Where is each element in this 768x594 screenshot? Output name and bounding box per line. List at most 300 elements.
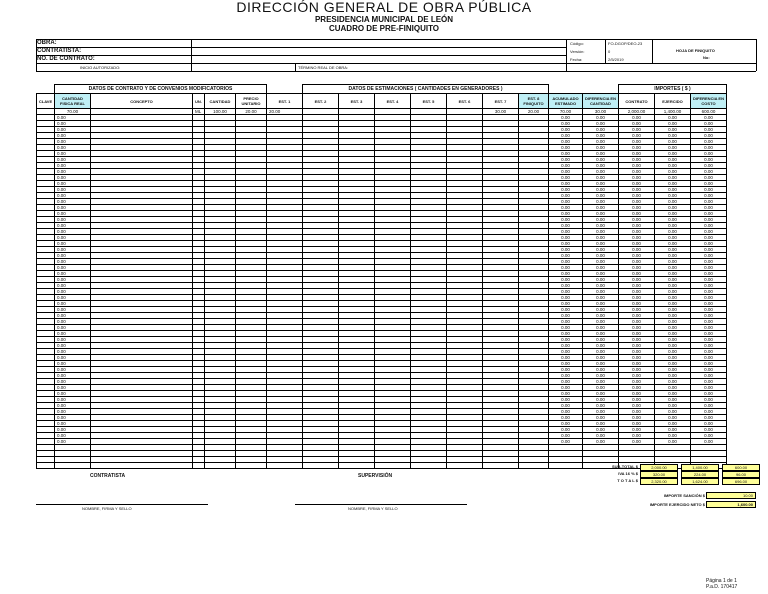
table-cell: 0.00: [655, 151, 691, 157]
table-cell: 0.00: [691, 295, 727, 301]
table-cell: 0.00: [691, 427, 727, 433]
table-cell: 0.00: [55, 151, 91, 157]
subtotal-value-0: 2,000.00: [640, 464, 678, 471]
table-cell: 0.00: [549, 121, 583, 127]
table-cell: 0.00: [691, 433, 727, 439]
table-cell: 0.00: [691, 223, 727, 229]
table-cell: 0.00: [583, 427, 619, 433]
table-cell: 0.00: [655, 349, 691, 355]
table-cell: [447, 463, 483, 469]
table-cell: 0.00: [55, 289, 91, 295]
table-cell: 0.00: [55, 133, 91, 139]
table-cell: 0.00: [55, 193, 91, 199]
table-cell: 0.00: [549, 247, 583, 253]
table-cell: 0.00: [691, 313, 727, 319]
table-cell: 0.00: [655, 337, 691, 343]
table-cell: 0.00: [691, 367, 727, 373]
table-cell: 20.00: [236, 109, 267, 115]
table-cell: 0.00: [619, 319, 655, 325]
table-cell: 0.00: [691, 409, 727, 415]
table-cell: 0.00: [655, 391, 691, 397]
fecha-value: 2/5/2019: [608, 57, 624, 62]
group-importes: IMPORTES ( $ ): [619, 85, 727, 94]
table-cell: 70.00: [549, 109, 583, 115]
table-cell: 0.00: [583, 385, 619, 391]
table-cell: 0.00: [691, 355, 727, 361]
table-cell: 0.00: [619, 181, 655, 187]
table-cell: 0.00: [549, 283, 583, 289]
version-label: Versión:: [570, 49, 585, 54]
table-cell: 0.00: [55, 301, 91, 307]
version-value: 0: [608, 49, 611, 54]
table-cell: 0.00: [619, 373, 655, 379]
table-cell: 0.00: [655, 433, 691, 439]
table-cell: 0.00: [655, 289, 691, 295]
table-cell: 0.00: [655, 283, 691, 289]
table-cell: 0.00: [549, 349, 583, 355]
table-cell: 0.00: [655, 181, 691, 187]
table-cell: 0.00: [655, 415, 691, 421]
table-cell: 0.00: [583, 235, 619, 241]
table-cell: 0.00: [549, 133, 583, 139]
col-header-11: EST. 6: [447, 94, 483, 109]
table-cell: 0.00: [691, 211, 727, 217]
codigo-label: Código:: [570, 41, 584, 46]
table-cell: 0.00: [655, 313, 691, 319]
col-header-3: UN.: [193, 94, 205, 109]
table-cell: 0.00: [549, 187, 583, 193]
table-cell: 0.00: [655, 295, 691, 301]
table-cell: 0.00: [691, 163, 727, 169]
table-cell: 0.00: [55, 199, 91, 205]
table-cell: 0.00: [55, 283, 91, 289]
table-cell: 0.00: [55, 223, 91, 229]
table-cell: 0.00: [655, 271, 691, 277]
table-cell: 0.00: [619, 331, 655, 337]
table-cell: 0.00: [691, 379, 727, 385]
col-header-13: EST. 8 FINIQUITO: [519, 94, 549, 109]
table-cell: 0.00: [691, 361, 727, 367]
table-cell: 0.00: [619, 229, 655, 235]
table-cell: 0.00: [691, 439, 727, 445]
table-cell: 0.00: [691, 397, 727, 403]
table-cell: 0.00: [549, 169, 583, 175]
table-cell: 0.00: [55, 391, 91, 397]
table-cell: 0.00: [619, 253, 655, 259]
table-cell: 0.00: [655, 199, 691, 205]
table-cell: 0.00: [619, 289, 655, 295]
col-header-18: DIFERENCIA EN COSTO: [691, 94, 727, 109]
table-cell: 0.00: [583, 283, 619, 289]
table-cell: 0.00: [655, 145, 691, 151]
table-cell: 0.00: [619, 349, 655, 355]
subtotal-value-1: 1,400.00: [681, 464, 719, 471]
table-cell: 0.00: [55, 355, 91, 361]
table-cell: 0.00: [655, 253, 691, 259]
col-header-15: DIFERENCIA EN CANTIDAD: [583, 94, 619, 109]
table-cell: 0.00: [583, 415, 619, 421]
table-cell: [267, 463, 303, 469]
table-cell: 0.00: [655, 157, 691, 163]
table-cell: 0.00: [583, 175, 619, 181]
table-cell: 0.00: [583, 313, 619, 319]
table-cell: 0.00: [655, 115, 691, 121]
table-cell: 0.00: [55, 331, 91, 337]
table-cell: 0.00: [549, 151, 583, 157]
table-cell: 0.00: [655, 379, 691, 385]
table-cell: 0.00: [549, 367, 583, 373]
table-cell: 0.00: [619, 385, 655, 391]
table-cell: 30.00: [483, 109, 519, 115]
table-cell: 0.00: [619, 259, 655, 265]
table-cell: 0.00: [619, 265, 655, 271]
col-header-6: EST. 1: [267, 94, 303, 109]
table-cell: 0.00: [619, 163, 655, 169]
table-cell: 0.00: [619, 235, 655, 241]
table-cell: 0.00: [619, 187, 655, 193]
table-cell: 0.00: [655, 367, 691, 373]
table-cell: 0.00: [549, 289, 583, 295]
table-cell: 0.00: [583, 433, 619, 439]
table-cell: 0.00: [691, 241, 727, 247]
sancion-value: 10.00: [706, 492, 756, 499]
table-cell: 0.00: [583, 367, 619, 373]
table-cell: 0.00: [55, 361, 91, 367]
table-cell: 0.00: [691, 265, 727, 271]
table-cell: 0.00: [583, 133, 619, 139]
table-cell: 0.00: [549, 343, 583, 349]
table-cell: 600.00: [691, 109, 727, 115]
table-cell: [205, 463, 236, 469]
table-cell: 0.00: [619, 139, 655, 145]
prefiniquito-table: [36, 84, 727, 469]
table-cell: 0.00: [691, 169, 727, 175]
table-cell: 0.00: [619, 133, 655, 139]
table-cell: 0.00: [55, 409, 91, 415]
table-cell: 0.00: [655, 169, 691, 175]
table-cell: 0.00: [655, 301, 691, 307]
table-cell: 0.00: [549, 397, 583, 403]
table-cell: 0.00: [583, 115, 619, 121]
table-cell: 0.00: [583, 139, 619, 145]
col-header-0: CLAVE: [37, 94, 55, 109]
table-cell: 0.00: [583, 247, 619, 253]
table-cell: 0.00: [55, 439, 91, 445]
table-cell: 0.00: [583, 397, 619, 403]
table-cell: 0.00: [619, 313, 655, 319]
table-cell: 0.00: [619, 271, 655, 277]
table-cell: 0.00: [655, 229, 691, 235]
table-cell: 0.00: [655, 439, 691, 445]
table-cell: 0.00: [619, 409, 655, 415]
table-cell: 0.00: [691, 385, 727, 391]
table-cell: 0.00: [619, 127, 655, 133]
col-header-14: ACUMULADO ESTIMADO: [549, 94, 583, 109]
table-cell: 0.00: [55, 181, 91, 187]
table-cell: 0.00: [619, 391, 655, 397]
table-cell: 0.00: [549, 229, 583, 235]
table-cell: 0.00: [55, 433, 91, 439]
table-cell: 0.00: [55, 343, 91, 349]
table-cell: 0.00: [655, 409, 691, 415]
table-cell: 0.00: [691, 253, 727, 259]
table-cell: 0.00: [583, 157, 619, 163]
table-cell: ML: [193, 109, 205, 115]
table-cell: 0.00: [655, 187, 691, 193]
table-cell: 0.00: [55, 175, 91, 181]
table-cell: 0.00: [583, 253, 619, 259]
table-cell: 0.00: [55, 379, 91, 385]
col-header-7: EST. 2: [303, 94, 339, 109]
table-cell: 0.00: [549, 181, 583, 187]
table-cell: 0.00: [655, 259, 691, 265]
contratista-signature-title: CONTRATISTA: [90, 473, 126, 479]
table-cell: 0.00: [55, 259, 91, 265]
table-cell: 0.00: [583, 193, 619, 199]
table-cell: 0.00: [549, 439, 583, 445]
table-cell: 0.00: [691, 415, 727, 421]
table-cell: 0.00: [619, 157, 655, 163]
table-cell: 0.00: [549, 211, 583, 217]
hoja-finiquito-label: HOJA DE FINIQUITO: [676, 48, 715, 53]
table-cell: 0.00: [55, 205, 91, 211]
table-cell: 0.00: [691, 337, 727, 343]
table-cell: 0.00: [655, 241, 691, 247]
table-cell: 0.00: [655, 217, 691, 223]
table-cell: 0.00: [691, 277, 727, 283]
table-cell: [236, 463, 267, 469]
col-header-17: EJERCIDO: [655, 94, 691, 109]
table-cell: 0.00: [619, 121, 655, 127]
table-cell: 0.00: [655, 277, 691, 283]
table-cell: 0.00: [549, 403, 583, 409]
table-cell: [55, 463, 91, 469]
table-cell: 0.00: [619, 355, 655, 361]
table-cell: 0.00: [55, 397, 91, 403]
table-cell: 0.00: [619, 241, 655, 247]
no-contrato-label: NO. DE CONTRATO:: [37, 56, 95, 62]
table-cell: 0.00: [583, 325, 619, 331]
table-cell: 0.00: [655, 247, 691, 253]
table-cell: 0.00: [619, 301, 655, 307]
table-cell: 0.00: [583, 343, 619, 349]
table-cell: 0.00: [549, 385, 583, 391]
table-cell: 0.00: [583, 211, 619, 217]
table-cell: 0.00: [549, 295, 583, 301]
table-cell: 0.00: [619, 193, 655, 199]
table-cell: 0.00: [583, 241, 619, 247]
table-cell: [339, 463, 375, 469]
table-cell: 0.00: [655, 403, 691, 409]
table-cell: 0.00: [583, 391, 619, 397]
col-header-10: EST. 5: [411, 94, 447, 109]
table-cell: 0.00: [549, 409, 583, 415]
table-cell: 0.00: [691, 145, 727, 151]
table-cell: 0.00: [619, 247, 655, 253]
table-cell: 0.00: [549, 241, 583, 247]
table-cell: 0.00: [619, 361, 655, 367]
neto-label: IMPORTE EJERCIDO NETO $: [649, 502, 705, 507]
table-cell: 0.00: [691, 391, 727, 397]
sancion-label: IMPORTE SANCIÓN $: [663, 493, 705, 498]
table-cell: 0.00: [619, 199, 655, 205]
table-cell: 0.00: [691, 139, 727, 145]
table-cell: 0.00: [691, 217, 727, 223]
table-cell: 0.00: [691, 247, 727, 253]
table-cell: 0.00: [655, 223, 691, 229]
table-cell: 0.00: [583, 361, 619, 367]
table-cell: 0.00: [549, 259, 583, 265]
neto-value: 1,600.00: [706, 501, 756, 508]
table-cell: 0.00: [55, 319, 91, 325]
table-cell: 0.00: [583, 295, 619, 301]
table-cell: 0.00: [55, 313, 91, 319]
table-cell: 0.00: [691, 229, 727, 235]
table-cell: 0.00: [549, 217, 583, 223]
table-cell: 0.00: [691, 343, 727, 349]
table-cell: 0.00: [655, 355, 691, 361]
table-cell: 0.00: [619, 175, 655, 181]
table-cell: 1,400.00: [655, 109, 691, 115]
table-cell: 0.00: [55, 265, 91, 271]
table-cell: 0.00: [619, 205, 655, 211]
table-cell: 0.00: [549, 271, 583, 277]
table-cell: 0.00: [619, 367, 655, 373]
table-cell: 0.00: [619, 217, 655, 223]
table-cell: 0.00: [55, 337, 91, 343]
table-cell: 0.00: [691, 259, 727, 265]
table-cell: 0.00: [583, 163, 619, 169]
table-cell: [303, 463, 339, 469]
table-cell: 2,000.00: [619, 109, 655, 115]
table-cell: 0.00: [55, 385, 91, 391]
table-cell: 0.00: [583, 127, 619, 133]
table-cell: 0.00: [55, 271, 91, 277]
table-cell: 0.00: [549, 253, 583, 259]
table-cell: 0.00: [55, 211, 91, 217]
total-label: T O T A L $: [617, 478, 638, 483]
table-cell: 0.00: [619, 295, 655, 301]
table-cell: 0.00: [619, 115, 655, 121]
table-cell: [549, 463, 583, 469]
page-number: Página 1 de 1: [706, 578, 737, 584]
table-cell: 20.00: [267, 109, 303, 115]
table-cell: 0.00: [655, 361, 691, 367]
table-cell: 0.00: [691, 331, 727, 337]
table-cell: 0.00: [691, 181, 727, 187]
table-cell: [411, 463, 447, 469]
table-cell: 0.00: [583, 217, 619, 223]
table-cell: 0.00: [55, 367, 91, 373]
table-cell: 0.00: [583, 271, 619, 277]
table-cell: 0.00: [619, 439, 655, 445]
table-cell: 0.00: [55, 415, 91, 421]
table-cell: 0.00: [619, 145, 655, 151]
table-cell: 0.00: [691, 199, 727, 205]
table-cell: 0.00: [691, 301, 727, 307]
table-cell: 0.00: [691, 235, 727, 241]
table-cell: 0.00: [691, 403, 727, 409]
table-cell: 0.00: [549, 157, 583, 163]
table-cell: 70.00: [55, 109, 91, 115]
table-cell: 0.00: [619, 337, 655, 343]
table-cell: [37, 463, 55, 469]
table-cell: 0.00: [549, 115, 583, 121]
table-cell: 0.00: [691, 187, 727, 193]
table-cell: 0.00: [619, 433, 655, 439]
table-cell: 0.00: [583, 259, 619, 265]
table-cell: 0.00: [549, 223, 583, 229]
table-cell: 0.00: [549, 415, 583, 421]
table-cell: 0.00: [691, 193, 727, 199]
table-cell: 0.00: [655, 343, 691, 349]
obra-label: OBRA:: [37, 40, 57, 46]
group-estimaciones: DATOS DE ESTIMACIONES ( CANTIDADES EN GENERADORES ): [303, 85, 549, 94]
table-cell: 0.00: [691, 127, 727, 133]
col-header-1: CANTIDAD FISICA REAL: [55, 94, 91, 109]
table-cell: 0.00: [655, 385, 691, 391]
table-cell: 0.00: [691, 151, 727, 157]
table-cell: 0.00: [583, 337, 619, 343]
total-value-2: 696.00: [722, 478, 760, 485]
table-cell: 30.00: [583, 109, 619, 115]
termino-label: TÉRMINO REAL DE OBRA:: [298, 65, 349, 70]
iva-value-1: 224.00: [681, 471, 719, 478]
total-value-0: 2,320.00: [640, 478, 678, 485]
table-cell: 0.00: [619, 379, 655, 385]
table-cell: 100.00: [205, 109, 236, 115]
table-cell: 0.00: [691, 307, 727, 313]
table-cell: 0.00: [55, 403, 91, 409]
table-cell: 0.00: [549, 427, 583, 433]
table-cell: 0.00: [55, 229, 91, 235]
table-cell: 0.00: [655, 211, 691, 217]
table-cell: 0.00: [55, 121, 91, 127]
table-cell: 0.00: [549, 361, 583, 367]
table-cell: 0.00: [619, 277, 655, 283]
table-cell: 0.00: [55, 295, 91, 301]
inicio-label: INICIO AUTORIZADO:: [80, 65, 121, 70]
table-cell: 0.00: [55, 187, 91, 193]
table-cell: 0.00: [55, 277, 91, 283]
table-cell: 0.00: [549, 331, 583, 337]
table-cell: 0.00: [549, 127, 583, 133]
table-cell: 0.00: [55, 145, 91, 151]
table-cell: 0.00: [619, 307, 655, 313]
table-cell: 0.00: [55, 373, 91, 379]
subtotal-label: SUB-TOTAL $: [611, 464, 638, 469]
contratista-label: CONTRATISTA:: [37, 48, 82, 54]
table-cell: 0.00: [655, 373, 691, 379]
table-cell: 0.00: [655, 133, 691, 139]
table-cell: [193, 463, 205, 469]
subtitle-cuadro: CUADRO DE PRE-FINIQUITO: [328, 24, 440, 33]
table-cell: 0.00: [583, 265, 619, 271]
table-cell: 0.00: [55, 217, 91, 223]
table-cell: 0.00: [55, 253, 91, 259]
table-cell: 0.00: [619, 151, 655, 157]
table-cell: 0.00: [55, 307, 91, 313]
subtitle-presidencia: PRESIDENCIA MUNICIPAL DE LEÓN: [314, 15, 454, 24]
col-header-16: CONTRATO: [619, 94, 655, 109]
table-cell: 0.00: [549, 175, 583, 181]
table-cell: 0.00: [583, 229, 619, 235]
table-cell: 20.00: [519, 109, 549, 115]
table-cell: 0.00: [655, 427, 691, 433]
table-cell: 0.00: [655, 205, 691, 211]
table-cell: 0.00: [55, 139, 91, 145]
iva-value-0: 320.00: [640, 471, 678, 478]
